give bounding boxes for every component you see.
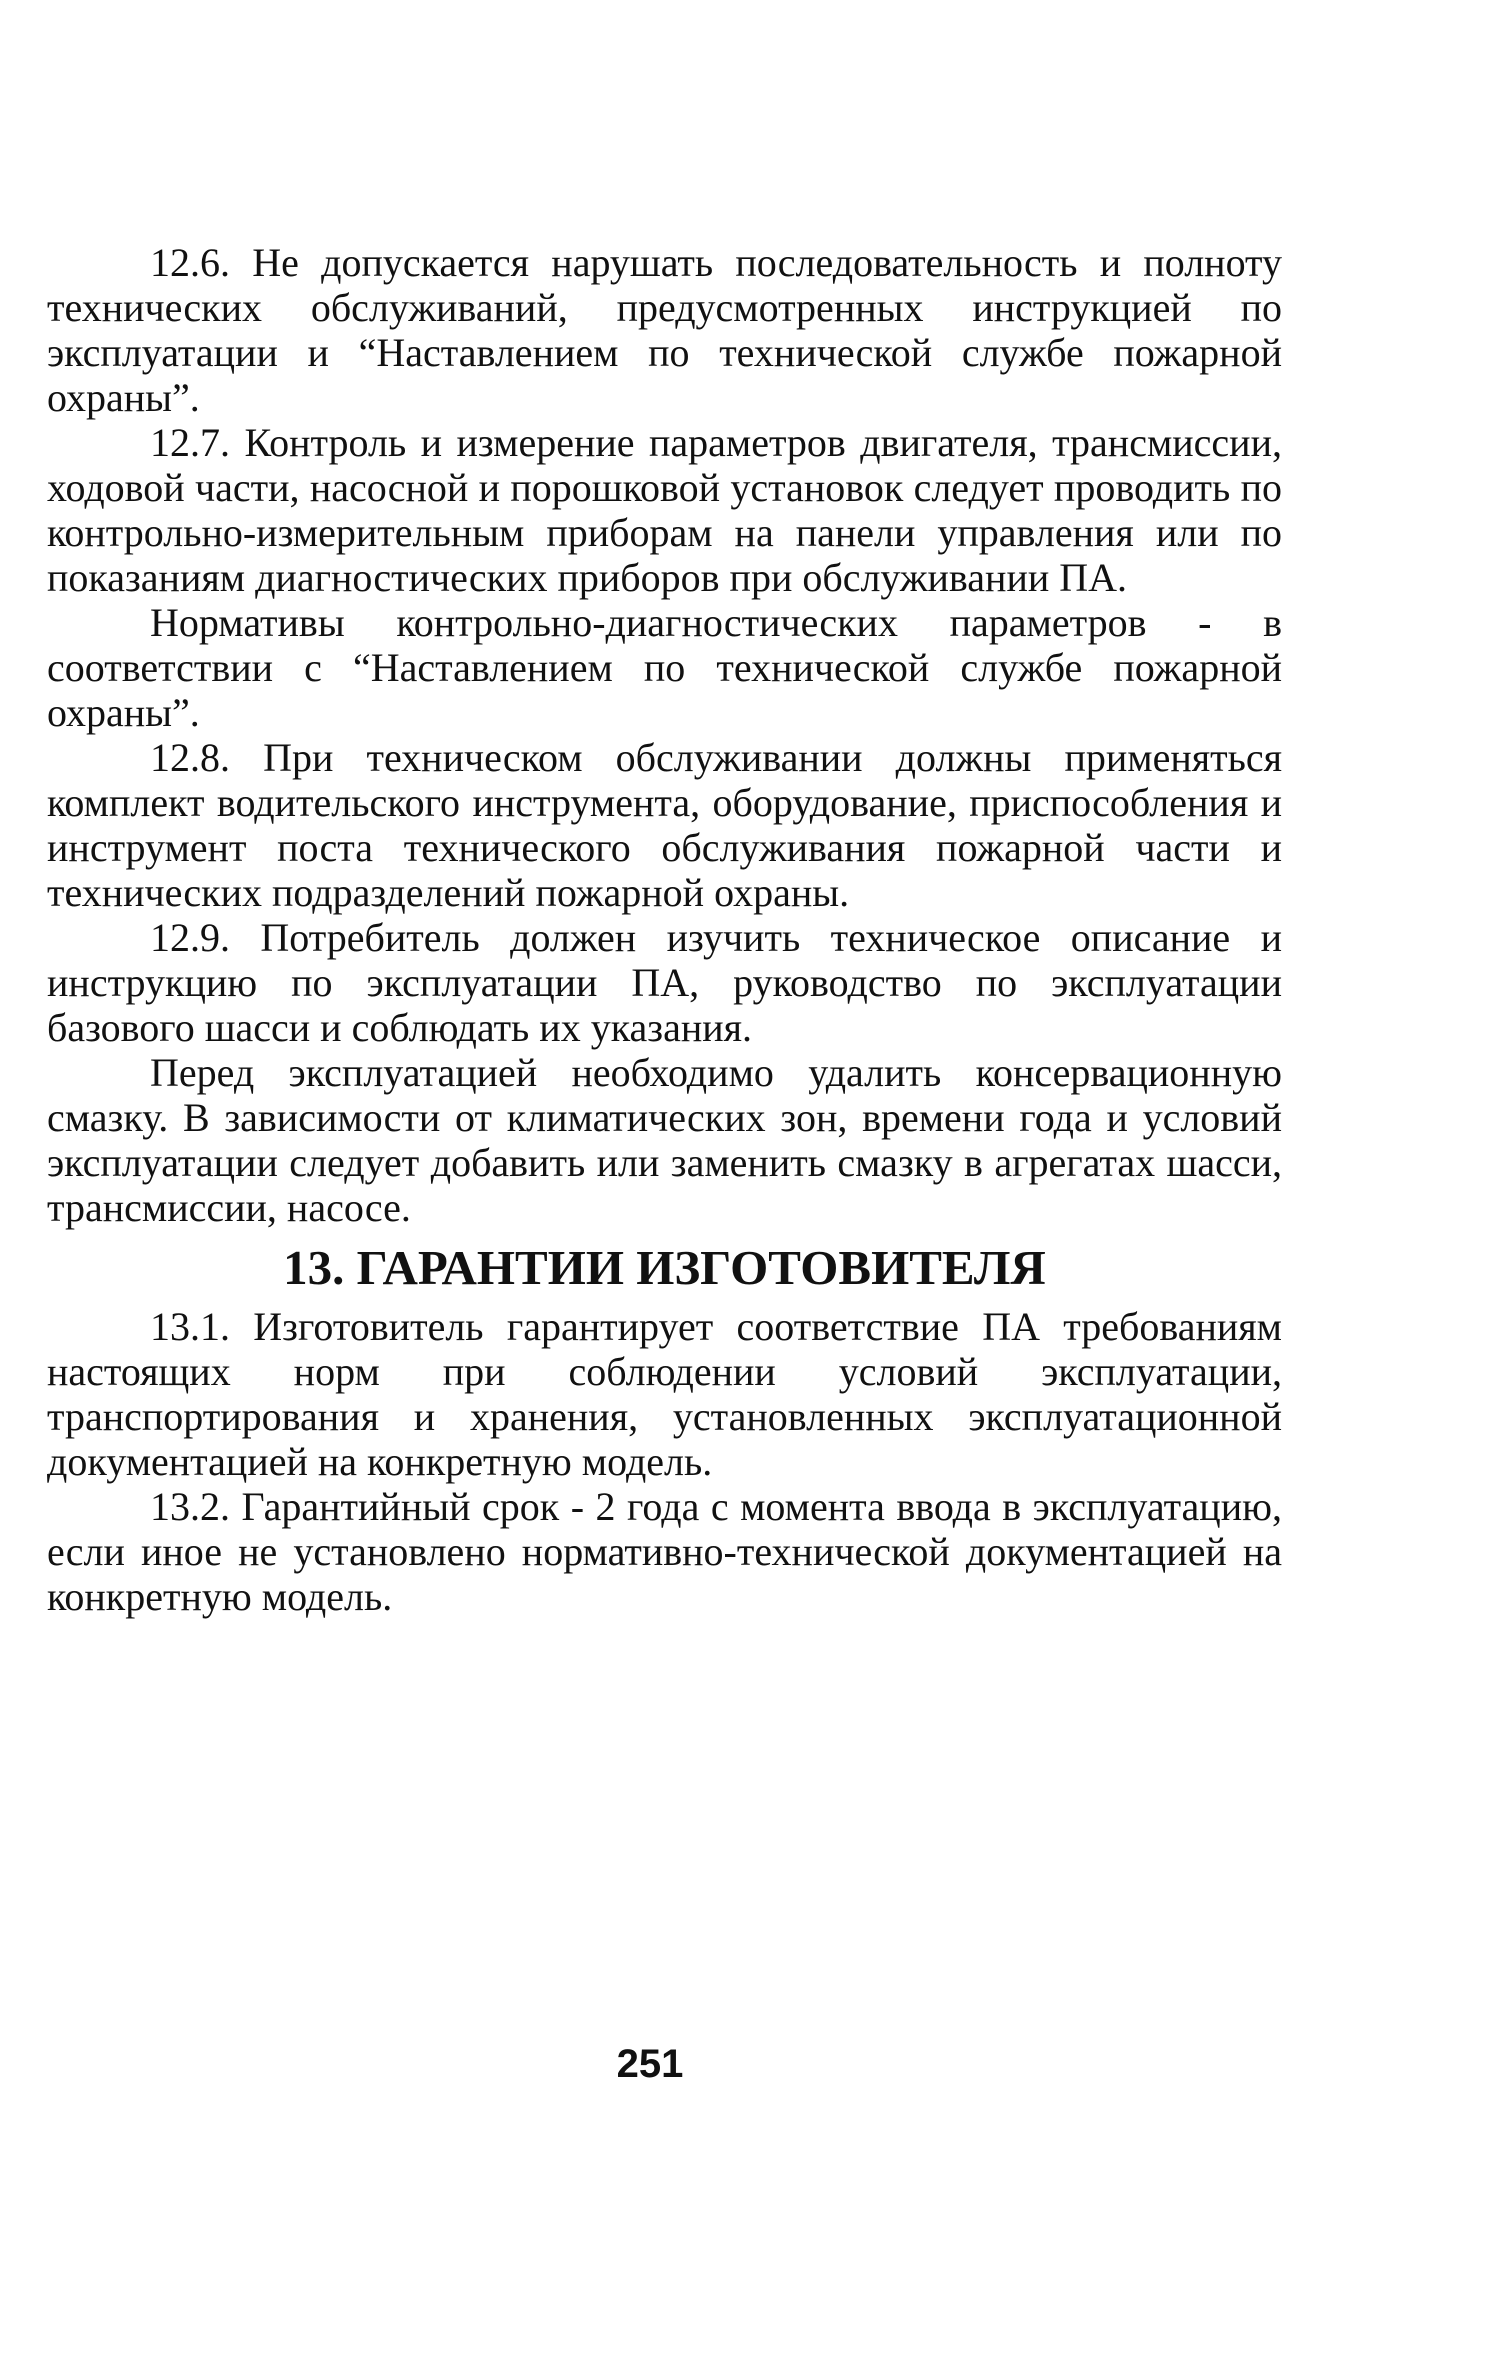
paragraph-norms: Нормативы контрольно-диагностических параметров - в соответствии с “Наставлением по технической службе пожарной охраны”. — [47, 600, 1282, 735]
section-heading: 13. ГАРАНТИИ ИЗГОТОВИТЕЛЯ — [283, 1240, 1046, 1295]
page-body — [47, 240, 1282, 1619]
paragraph-12-7: 12.7. Контроль и измерение параметров двигателя, трансмиссии, ходовой части, насосной и порошковой установок следует проводить по контрольно-измерительным приборам на панели управления или по показаниям диагностических приборов при обслуживании ПА. — [47, 420, 1282, 600]
paragraph-lubrication: Перед эксплуатацией необходимо удалить консервационную смазку. В зависимости от климатических зон, времени года и условий эксплуатации следует добавить или заменить смазку в агрегатах шасси, трансмиссии, насосе. — [47, 1050, 1282, 1230]
paragraph-12-6: 12.6. Не допускается нарушать последовательность и полноту технических обслуживаний, предусмотренных инструкцией по эксплуатации и “Наставлением по технической службе пожарной охраны”. — [47, 240, 1282, 420]
page-number: 251 — [616, 2042, 684, 2086]
paragraph-12-9: 12.9. Потребитель должен изучить техническое описание и инструкцию по эксплуатации ПА, руководство по эксплуатации базового шасси и соблюдать их указания. — [47, 915, 1282, 1050]
paragraph-13-1: 13.1. Изготовитель гарантирует соответствие ПА требованиям настоящих норм при соблюдении условий эксплуатации, транспортирования и хранения, установленных эксплуатационной документацией на конкретную модель. — [47, 1304, 1282, 1484]
paragraph-12-8: 12.8. При техническом обслуживании должны применяться комплект водительского инструмента, оборудование, приспособления и инструмент поста технического обслуживания пожарной части и технических подразделений пожарной охраны. — [47, 735, 1282, 915]
paragraph-13-2: 13.2. Гарантийный срок - 2 года с момента ввода в эксплуатацию, если иное не установлено нормативно-технической документацией на конкретную модель. — [47, 1484, 1282, 1619]
